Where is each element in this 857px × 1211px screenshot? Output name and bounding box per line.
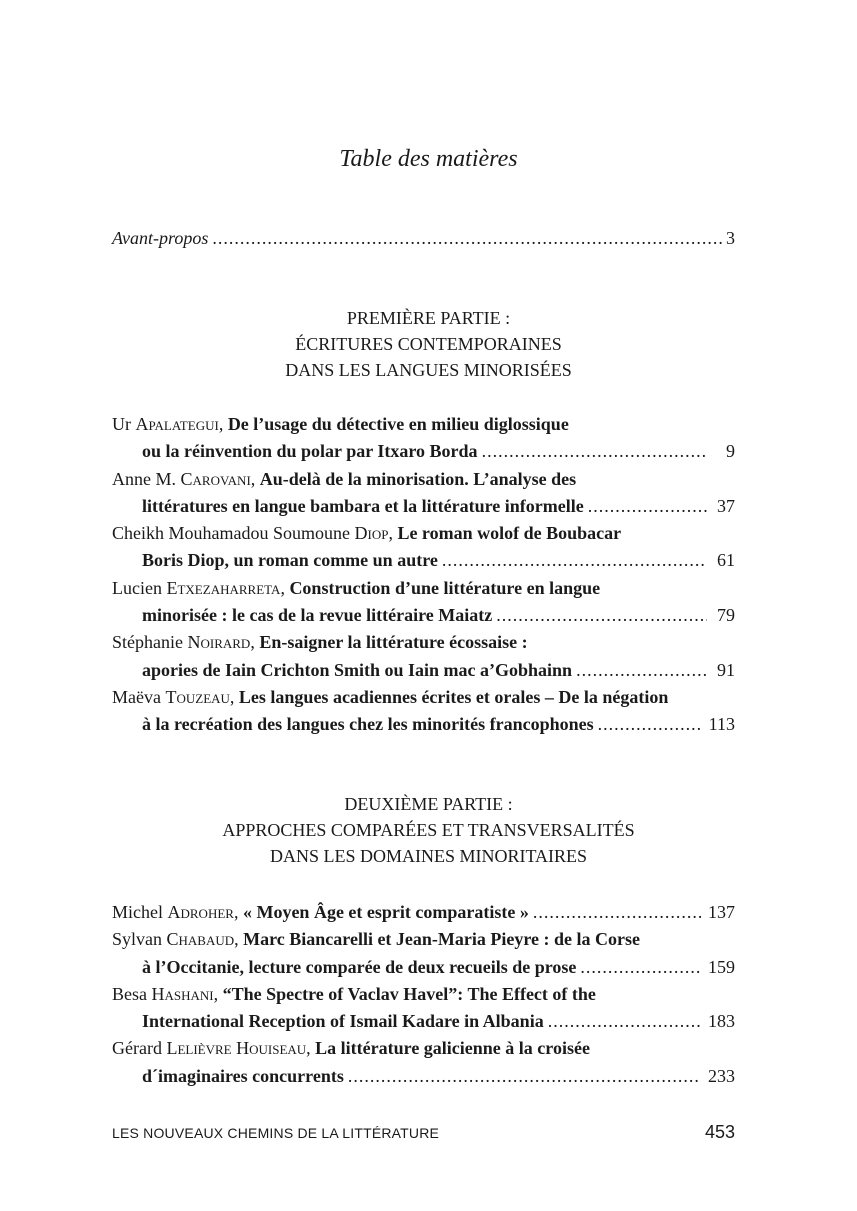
- entry-title-cont: à la recréation des langues chez les minorités francophones: [142, 714, 594, 735]
- author-last: Apalategui: [135, 414, 219, 434]
- entry-page: 159: [708, 956, 735, 977]
- entry-page: 113: [708, 714, 735, 735]
- toc-entry: Gérard Lelièvre Houiseau, La littérature galicienne à la croisée d´imaginaires concurrents ..... 233: [112, 1035, 735, 1090]
- entry-title: Avant-propos: [112, 228, 209, 248]
- author-first: Lucien: [112, 577, 162, 598]
- author-first: Besa: [112, 983, 147, 1004]
- entry-title: En-saigner la littérature écossaise :: [259, 632, 528, 653]
- author-last: Hashani: [151, 983, 214, 1004]
- part-one-heading: [0, 305, 857, 383]
- dot-leader: [548, 1008, 701, 1035]
- entry-title: De l’usage du détective en milieu diglossique: [227, 414, 569, 434]
- entry-page: 79: [717, 605, 735, 626]
- author-first: Anne M.: [112, 468, 176, 489]
- entry-title: Marc Biancarelli et Jean-Maria Pieyre : de la Corse: [243, 929, 641, 950]
- author-first: Maëva: [112, 686, 161, 707]
- toc-entry: Michel Adroher , « Moyen Âge et esprit comparatiste » ..... 137: [112, 899, 735, 926]
- toc-entry: Maëva Touzeau, Les langues acadiennes écrites et orales – De la négation à la recréation des langues chez les minorités francophones ..... 113: [112, 684, 735, 739]
- part-one-entries: [112, 411, 735, 739]
- toc-entry: Sylvan Chabaud, Marc Biancarelli et Jean-Maria Pieyre : de la Corse à l’Occitanie, lecture comparée de deux recueils de prose ..... 159: [112, 926, 735, 981]
- entry-title-cont: ou la réinvention du polar par Itxaro Borda: [142, 441, 478, 462]
- running-title: LES NOUVEAUX CHEMINS DE LA LITTÉRATURE: [112, 1125, 440, 1141]
- dot-leader: [442, 547, 707, 574]
- entry-title: La littérature galicienne à la croisée: [315, 1038, 590, 1059]
- part-heading-line: DANS LES LANGUES MINORISÉES: [285, 360, 572, 380]
- page-number: 453: [704, 1122, 735, 1142]
- entry-page: 91: [717, 659, 735, 680]
- author-last: Carovani: [180, 468, 251, 489]
- author-last: Diop: [354, 523, 389, 544]
- entry-page: 233: [708, 1065, 735, 1086]
- page-title: Table des matières: [339, 146, 518, 172]
- dot-leader: [496, 602, 707, 629]
- author-first: Gérard: [112, 1038, 162, 1059]
- part-heading-line: PREMIÈRE PARTIE :: [346, 308, 511, 328]
- toc-entry: Cheikh Mouhamadou Soumoune Diop, Le roman wolof de Boubacar Boris Diop, un roman comme un autre ..... 61: [112, 520, 735, 575]
- part-two-heading: [0, 791, 857, 869]
- dot-leader: [348, 1063, 701, 1090]
- entry-page: 37: [717, 495, 735, 516]
- entry-title-cont: apories de Iain Crichton Smith ou Iain mac a’Gobhainn: [142, 659, 573, 680]
- entry-title: Construction d’une littérature en langue: [289, 577, 601, 598]
- dot-leader: [588, 493, 707, 520]
- author-last: Touzeau: [165, 686, 230, 707]
- entry-page: 183: [708, 1011, 735, 1032]
- toc-entry: Besa Hashani, “The Spectre of Vaclav Havel”: The Effect of the International Reception of Ismail Kadare in Albania ..... 183: [112, 981, 735, 1036]
- entry-title-cont: Boris Diop, un roman comme un autre: [142, 550, 438, 571]
- author-first: Sylvan: [112, 929, 163, 950]
- part-heading-line: DANS LES DOMAINES MINORITAIRES: [269, 846, 588, 866]
- entry-title-cont: minorisée : le cas de la revue littéraire Maiatz: [142, 605, 493, 626]
- dot-leader: [482, 438, 707, 465]
- entry-title: Le roman wolof de Boubacar: [397, 523, 622, 544]
- part-heading-line: ÉCRITURES CONTEMPORAINES: [295, 334, 562, 354]
- part-heading-line: APPROCHES COMPARÉES ET TRANSVERSALITÉS: [222, 820, 635, 840]
- toc-entry: Lucien Etxezaharreta, Construction d’une littérature en langue minorisée : le cas de la revue littéraire Maiatz ..... 79: [112, 575, 735, 630]
- dot-leader: [576, 657, 707, 684]
- entry-page: 3: [726, 228, 735, 248]
- toc-entry: Ur Apalategui, De l’usage du détective en milieu diglossique ou la réinvention du polar par Itxaro Borda ..... 9: [112, 411, 735, 466]
- page-footer: [112, 1122, 735, 1143]
- dot-leader: [580, 954, 701, 981]
- author-first: Stéphanie: [112, 632, 183, 653]
- author-first: Cheikh Mouhamadou Soumoune: [112, 523, 350, 544]
- entry-page: 9: [726, 441, 735, 462]
- author-last: Noirard: [187, 632, 251, 653]
- entry-title: « Moyen Âge et esprit comparatiste »: [242, 902, 529, 922]
- part-two-entries: [112, 899, 735, 1090]
- toc-entry: Anne M. Carovani, Au-delà de la minorisation. L’analyse des littératures en langue bambara et la littérature informelle ..... 37: [112, 466, 735, 521]
- author-last: Chabaud: [166, 929, 235, 950]
- author-first: Ur: [112, 414, 131, 434]
- author-last: Lelièvre Houiseau: [166, 1038, 307, 1059]
- author-last: Adroher: [167, 902, 234, 922]
- dot-leader: [533, 899, 701, 926]
- dot-leader: [212, 228, 722, 249]
- toc-entry-avant-propos: [112, 228, 735, 249]
- toc-entry: Stéphanie Noirard, En-saigner la littérature écossaise : apories de Iain Crichton Smith ou Iain mac a’Gobhainn ..... 91: [112, 629, 735, 684]
- entry-title-cont: d´imaginaires concurrents: [142, 1065, 344, 1086]
- author-last: Etxezaharreta: [166, 577, 281, 598]
- author-first: Michel: [112, 902, 163, 922]
- entry-title: Au-delà de la minorisation. L’analyse des: [259, 468, 577, 489]
- entry-title-cont: à l’Occitanie, lecture comparée de deux recueils de prose: [142, 956, 577, 977]
- entry-title-cont: littératures en langue bambara et la littérature informelle: [142, 495, 584, 516]
- entry-title: “The Spectre of Vaclav Havel”: The Effect of the: [222, 983, 596, 1004]
- entry-page: 137: [708, 902, 735, 922]
- entry-title-cont: International Reception of Ismail Kadare in Albania: [142, 1011, 544, 1032]
- dot-leader: [598, 711, 701, 738]
- entry-title: Les langues acadiennes écrites et orales – De la négation: [238, 686, 669, 707]
- part-heading-line: DEUXIÈME PARTIE :: [344, 794, 513, 814]
- entry-page: 61: [717, 550, 735, 571]
